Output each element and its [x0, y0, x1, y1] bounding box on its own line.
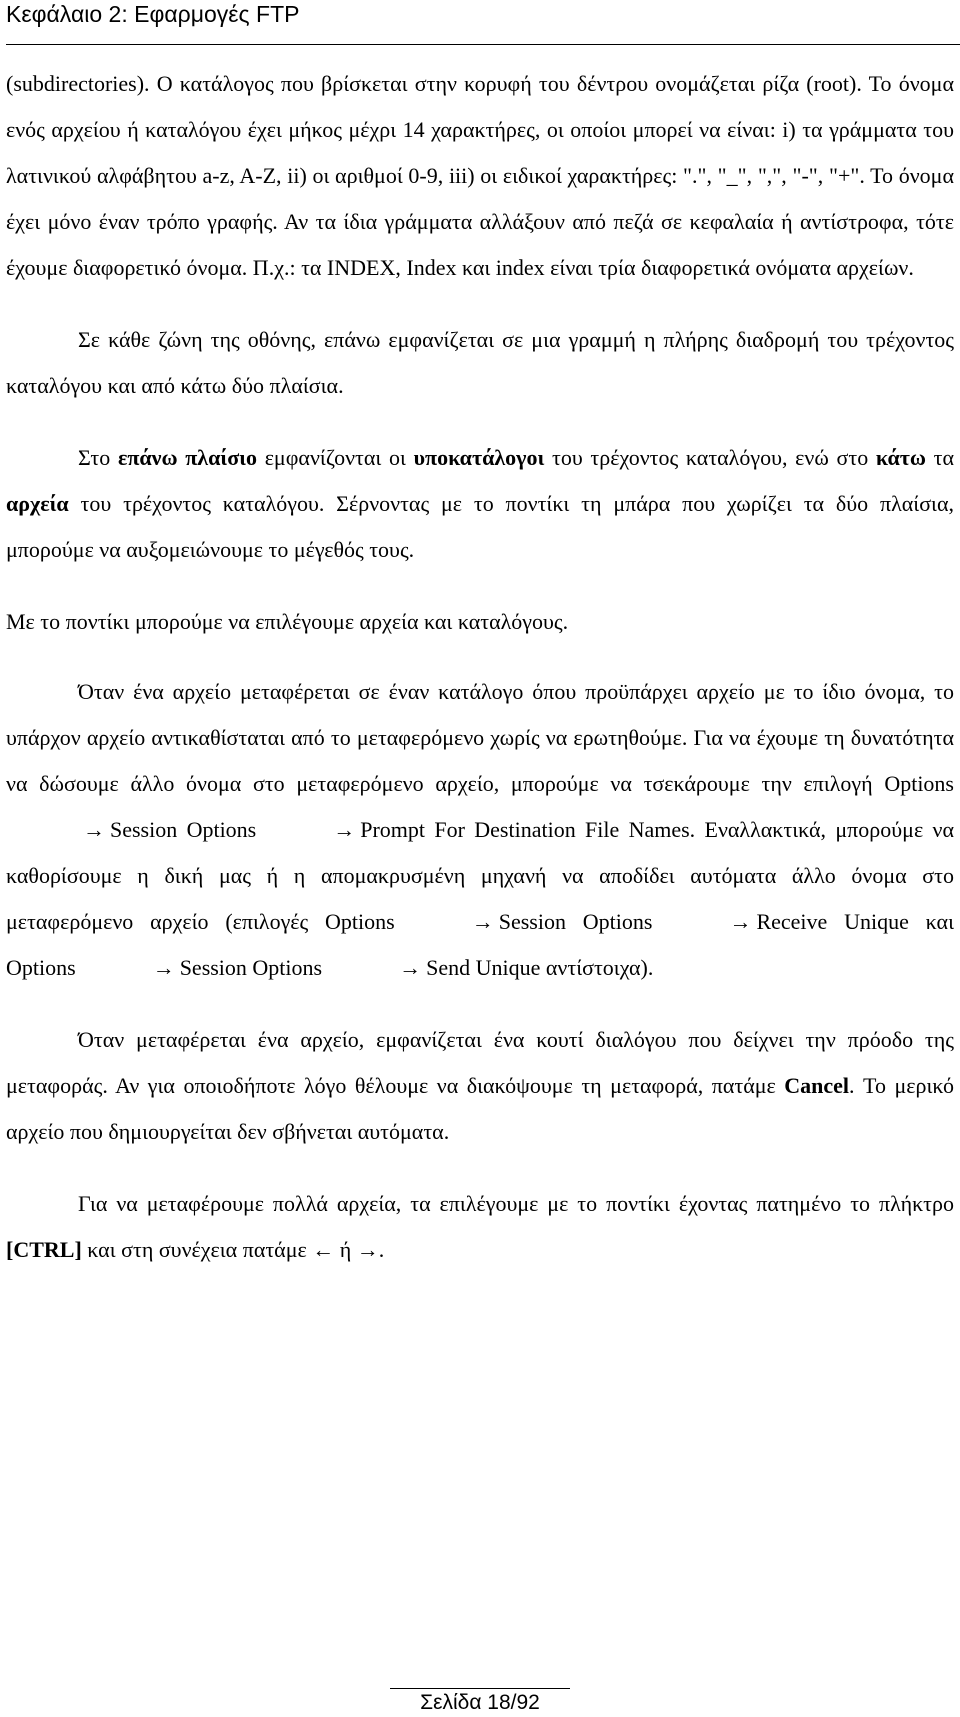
bold-lower: κάτω — [875, 445, 926, 470]
bold-subdirectories: υποκατάλογοι — [413, 445, 545, 470]
text-run: τα — [925, 445, 955, 470]
text-run: Prompt For Destination File Names. Εναλλακτικά, μπορούμε να καθορίσουμε η δική μας ή η απομακρυσμένη μηχανή να αποδίδει αυτόματα άλλο όνομα στο μεταφερόμενο αρχείο (επιλογές Options — [6, 817, 954, 934]
text-run: . — [378, 1237, 385, 1262]
text-run: και στη συνέχεια πατάμε — [81, 1237, 313, 1262]
page-footer — [0, 1688, 960, 1717]
paragraph-text: Σε κάθε ζώνη της οθόνης, επάνω εμφανίζεται σε μια γραμμή η πλήρης διαδρομή του τρέχοντος καταλόγου και από κάτω δύο πλαίσια. — [6, 327, 954, 398]
chapter-title: Κεφάλαιο 2: Εφαρμογές FTP — [6, 1, 300, 27]
paragraph-panels — [6, 435, 954, 573]
text-run: ή — [334, 1237, 357, 1262]
paragraph-text: Με το ποντίκι μπορούμε να επιλέγουμε αρχεία και καταλόγους. — [6, 609, 569, 634]
paragraph-multi-transfer — [6, 1181, 954, 1273]
right-arrow-icon: → — [356, 1237, 379, 1262]
text-run: Receive Unique και Options — [6, 909, 954, 980]
text-run: Όταν μεταφέρεται ένα αρχείο, εμφανίζεται ένα κουτί διαλόγου που δείχνει την πρόοδο της μεταφοράς. Αν για οποιοδήποτε λόγο θέλουμε να διακόψουμε τη μεταφορά, πατάμε — [6, 1027, 954, 1098]
page-number: Σελίδα 18/92 — [420, 1691, 540, 1714]
text-run: Για να μεταφέρουμε πολλά αρχεία, τα επιλέγουμε με το ποντίκι έχοντας πατημένο το πλήκτρο — [78, 1191, 954, 1216]
text-run: Session Options — [179, 955, 323, 980]
right-arrow-icon: → — [399, 955, 422, 980]
paragraph-mouse-selection — [6, 599, 954, 645]
text-run: Όταν ένα αρχείο μεταφέρεται σε έναν κατάλογο όπου προϋπάρχει αρχείο με το ίδιο όνομα, το υπάρχον αρχείο αντικαθίσταται από το μεταφερόμενο χωρίς να ερωτηθούμε. Για να έχουμε τη δυνατότητα να δώσουμε άλλο όνομα στο μεταφερόμενο αρχείο, μπορούμε να τσεκάρουμε την επιλογή Options — [6, 679, 954, 796]
text-run: . Το μερικό αρχείο που δημιουργείται δεν σβήνεται αυτόματα. — [6, 1073, 954, 1144]
text-run: Send Unique αντίστοιχα). — [426, 955, 654, 980]
left-arrow-icon: ← — [312, 1237, 335, 1262]
page-body — [6, 61, 954, 1273]
paragraph-filenames — [6, 61, 954, 291]
right-arrow-icon: → — [152, 955, 175, 980]
right-arrow-icon: → — [83, 817, 105, 842]
paragraph-transfer-dialog — [6, 1017, 954, 1155]
text-run: Session Options — [110, 817, 257, 842]
paragraph-screen-zones — [6, 317, 954, 409]
paragraph-overwrite-options — [6, 669, 954, 991]
text-run: του τρέχοντος καταλόγου, ενώ στο — [544, 445, 876, 470]
footer-divider — [390, 1688, 570, 1689]
bold-cancel: Cancel — [784, 1073, 850, 1098]
page-header — [6, 0, 960, 45]
text-run: Στο — [78, 445, 118, 470]
paragraph-text: (subdirectories). O κατάλογος που βρίσκεται στην κορυφή του δέντρου ονομάζεται ρίζα (root). Το όνομα ενός αρχείου ή καταλόγου έχει μήκος μέχρι 14 χαρακτήρες, οι οποίοι μπορεί να είναι: i) τα γράμματα του λατινικού αλφάβητου a-z, A-Z, ii) οι αριθμοί 0-9, iii) οι ειδικοί χαρακτήρες: ".", "_", ",", "-", "+". Το όνομα έχει μόνο έναν τρόπο γραφής. Αν τα ίδια γράμματα αλλάξουν από πεζά σε κεφαλαία ή αντίστροφα, τότε έχουμε διαφορετικό όνομα. Π.χ.: τα INDEX, Index και index είναι τρία διαφορετικά ονόματα αρχείων. — [6, 71, 954, 280]
bold-upper-panel: επάνω πλαίσιο — [117, 445, 258, 470]
bold-ctrl-key: [CTRL] — [6, 1237, 82, 1262]
text-run: του τρέχοντος καταλόγου. Σέρνοντας με το ποντίκι τη μπάρα που χωρίζει τα δύο πλαίσια, μπορούμε να αυξομειώνουμε το μέγεθός τους. — [6, 491, 954, 562]
right-arrow-icon: → — [729, 909, 752, 934]
right-arrow-icon: → — [471, 909, 494, 934]
text-run: εμφανίζονται οι — [257, 445, 414, 470]
text-run: Session Options — [498, 909, 653, 934]
right-arrow-icon: → — [333, 817, 356, 842]
bold-files: αρχεία — [6, 491, 69, 516]
